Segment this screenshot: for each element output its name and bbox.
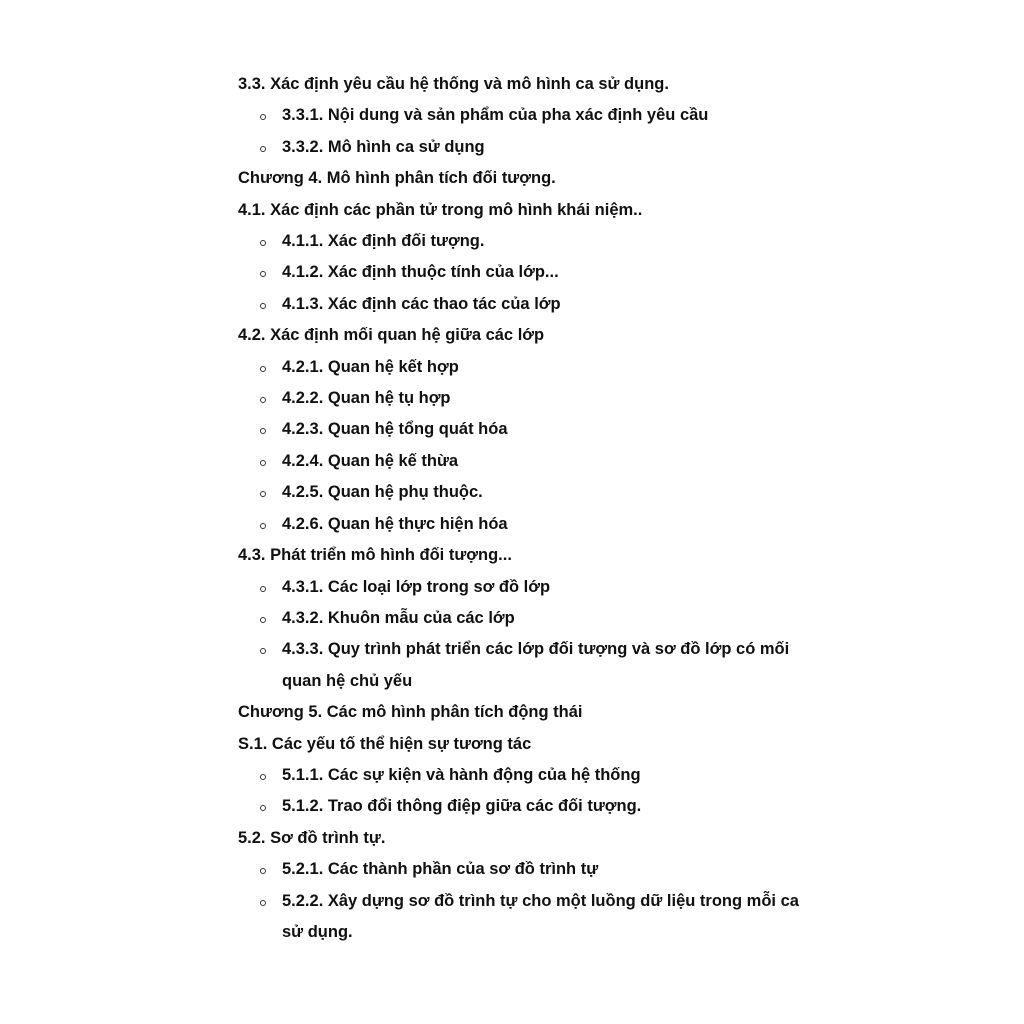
toc-subsection-title: 4.2.2. Quan hệ tụ hợp — [282, 389, 451, 408]
toc-subsection-title: 5.2.1. Các thành phần của sơ đồ trình tự — [282, 860, 599, 879]
table-of-contents — [238, 69, 978, 948]
toc-subsection — [238, 257, 978, 288]
toc-subsection-title: 4.3.2. Khuôn mẫu của các lớp — [282, 608, 515, 627]
hollow-circle-bullet-icon — [260, 586, 266, 592]
hollow-circle-bullet-icon — [260, 617, 266, 623]
hollow-circle-bullet-icon — [260, 114, 266, 120]
toc-subsection-title: 4.3.3. Quy trình phát triển các lớp đối tượng và sơ đồ lớp có mối quan hệ chủ yếu — [282, 640, 790, 690]
hollow-circle-bullet-icon — [260, 648, 266, 654]
toc-subsection-title: 4.2.4. Quan hệ kế thừa — [282, 451, 459, 470]
toc-subsection — [238, 477, 978, 508]
hollow-circle-bullet-icon — [260, 397, 266, 403]
toc-subsection — [238, 854, 978, 885]
toc-subsection — [238, 886, 802, 949]
hollow-circle-bullet-icon — [260, 271, 266, 277]
toc-chapter-title: Chương 5. Các mô hình phân tích động thái — [238, 703, 583, 722]
toc-subsection — [238, 414, 978, 445]
toc-subsection — [238, 100, 978, 131]
toc-subsection — [238, 446, 978, 477]
toc-section-title: 3.3. Xác định yêu cầu hệ thống và mô hình ca sử dụng. — [238, 75, 669, 93]
toc-subsection — [238, 509, 978, 540]
toc-subsection-title: 4.1.2. Xác định thuộc tính của lớp... — [282, 263, 559, 282]
hollow-circle-bullet-icon — [260, 491, 266, 497]
toc-subsection-title: 4.1.1. Xác định đối tượng. — [282, 232, 485, 251]
toc-section — [238, 195, 978, 226]
toc-section — [238, 540, 978, 571]
toc-subsection-title: 3.3.2. Mô hình ca sử dụng — [282, 137, 485, 156]
toc-section-title: 4.1. Xác định các phần tử trong mô hình khái niệm.. — [238, 200, 643, 219]
toc-section-title: 4.3. Phát triển mô hình đối tượng... — [238, 546, 512, 565]
toc-subsection — [238, 383, 978, 414]
toc-subsection — [238, 226, 978, 257]
hollow-circle-bullet-icon — [260, 805, 266, 811]
toc-section — [238, 320, 978, 351]
toc-subsection — [238, 634, 802, 697]
toc-section-title: S.1. Các yếu tố thể hiện sự tương tác — [238, 734, 532, 753]
toc-section — [238, 69, 978, 100]
toc-section — [238, 729, 978, 760]
hollow-circle-bullet-icon — [260, 366, 266, 372]
toc-subsection-title: 4.2.5. Quan hệ phụ thuộc. — [282, 483, 483, 502]
toc-subsection-title: 4.3.1. Các loại lớp trong sơ đồ lớp — [282, 577, 551, 596]
hollow-circle-bullet-icon — [260, 146, 266, 152]
toc-chapter-title: Chương 4. Mô hình phân tích đối tượng. — [238, 169, 556, 188]
toc-subsection — [238, 603, 978, 634]
hollow-circle-bullet-icon — [260, 303, 266, 309]
toc-subsection — [238, 132, 978, 163]
toc-section-title: 5.2. Sơ đồ trình tự. — [238, 828, 386, 847]
toc-subsection-title: 4.1.3. Xác định các thao tác của lớp — [282, 294, 561, 313]
hollow-circle-bullet-icon — [260, 868, 266, 874]
hollow-circle-bullet-icon — [260, 460, 266, 466]
toc-subsection-title: 4.2.6. Quan hệ thực hiện hóa — [282, 514, 508, 533]
hollow-circle-bullet-icon — [260, 240, 266, 246]
toc-chapter — [238, 163, 978, 194]
toc-subsection-title: 4.2.3. Quan hệ tổng quát hóa — [282, 420, 508, 439]
toc-subsection — [238, 289, 978, 320]
toc-subsection-title: 5.1.2. Trao đổi thông điệp giữa các đối tượng. — [282, 797, 642, 816]
toc-subsection — [238, 760, 978, 791]
toc-section-title: 4.2. Xác định mối quan hệ giữa các lớp — [238, 326, 545, 345]
toc-subsection-title: 5.1.1. Các sự kiện và hành động của hệ thống — [282, 765, 641, 784]
hollow-circle-bullet-icon — [260, 428, 266, 434]
toc-subsection — [238, 572, 978, 603]
hollow-circle-bullet-icon — [260, 900, 266, 906]
toc-subsection — [238, 791, 978, 822]
toc-section — [238, 823, 978, 854]
hollow-circle-bullet-icon — [260, 774, 266, 780]
hollow-circle-bullet-icon — [260, 523, 266, 529]
toc-subsection-title: 4.2.1. Quan hệ kết hợp — [282, 357, 459, 376]
toc-subsection-title: 3.3.1. Nội dung và sản phẩm của pha xác định yêu cầu — [282, 106, 709, 125]
toc-subsection-title: 5.2.2. Xây dựng sơ đồ trình tự cho một luồng dữ liệu trong mỗi ca sử dụng. — [282, 891, 799, 941]
toc-chapter — [238, 697, 978, 728]
toc-subsection — [238, 352, 978, 383]
